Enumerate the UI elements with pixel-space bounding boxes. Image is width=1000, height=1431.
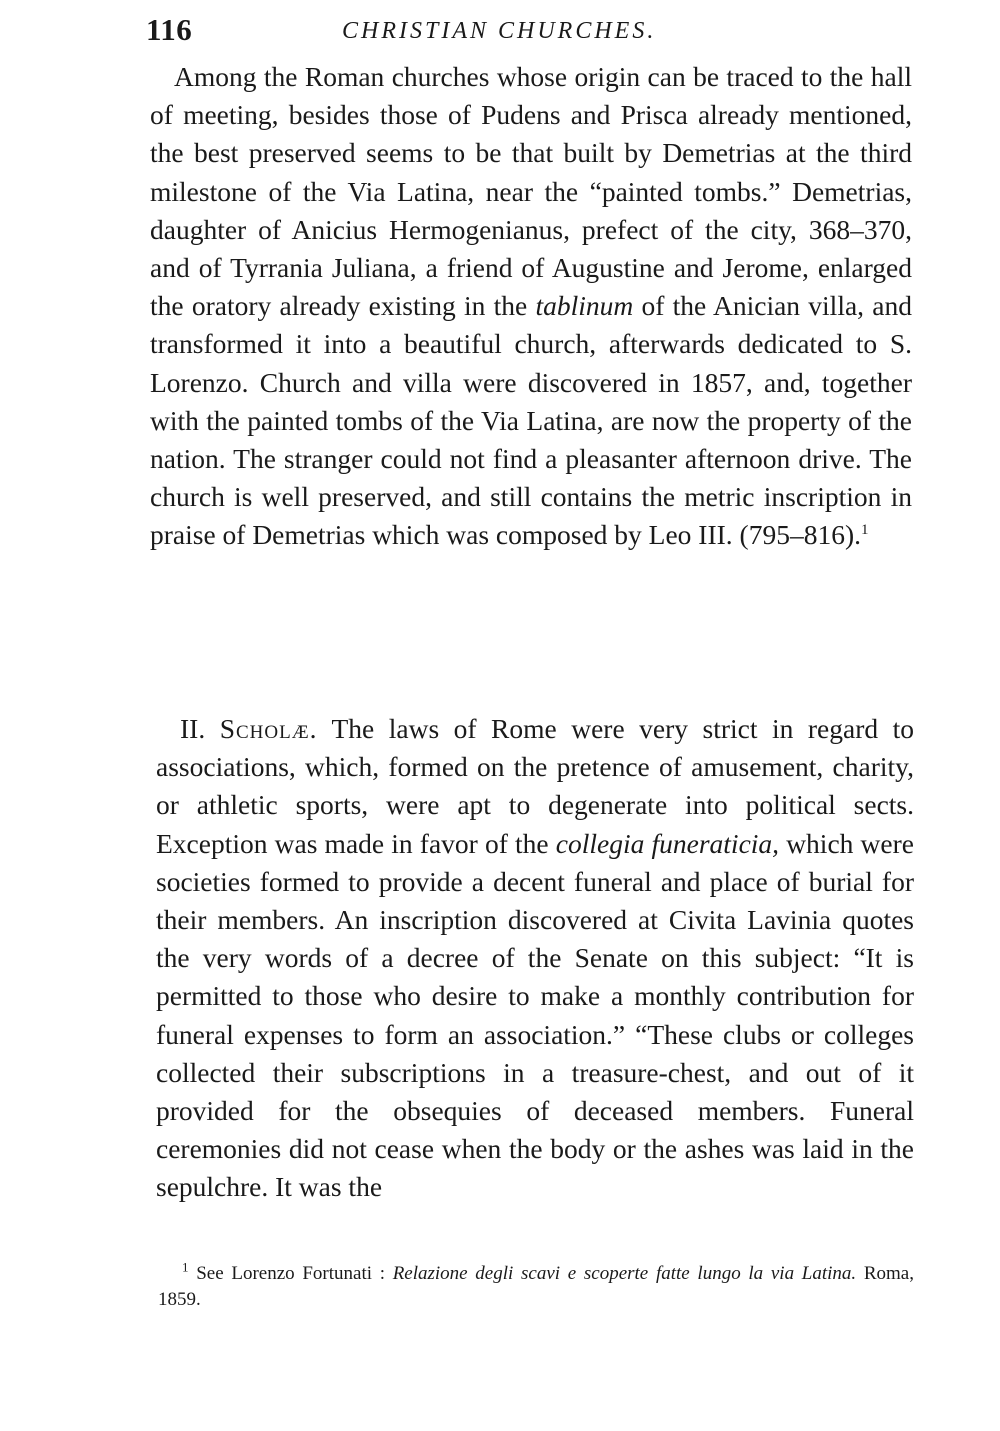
page-number: 116 — [146, 12, 193, 47]
footnote-text-b: Roma, 1859. — [158, 1263, 914, 1310]
paragraph-1-italic-term: tablinum — [535, 290, 634, 322]
section-numeral: II. — [180, 713, 206, 744]
paragraph-2-text-b: which were societies formed to provide a decent funeral and place of burial for their members. An inscription discovered at Civita Lavinia quotes the very words of a decree of the Senate on this subject: “It is permitted to those who desire to make a monthly contribution for funeral expenses to form an association.” “These clubs or colleges collected their subscriptions in a treasure-chest, and out of it provided for the obsequies of deceased members. Funeral ceremonies did not cease when the body or the ashes was laid in the sepulchre. It was the — [156, 827, 914, 1203]
paragraph-roman-churches — [150, 58, 912, 555]
footnote-text-a: See Lorenzo Fortunati : — [188, 1263, 393, 1284]
paragraph-1-text-a: Among the Roman churches whose origin can be traced to the hall of meeting, besides those of Pudens and Prisca already mentioned, the best preserved seems to be that built by Demetrias at the third milestone of the Via Latina, near the “painted tombs.” Demetrias, daughter of Anicius Hermogenianus, prefect of the city, 368–370, and of Tyrrania Juliana, a friend of Augustine and Jerome, enlarged the oratory already existing in the — [150, 61, 912, 322]
paragraph-2-text-a: The laws of Rome were very strict in regard to associations, which, formed on the pretence of amusement, charity, or athletic sports, were apt to degenerate into political sects. Exception was made in favor of the — [156, 713, 914, 859]
footnote-mark: 1 — [182, 1259, 189, 1275]
running-title: CHRISTIAN CHURCHES. — [342, 18, 657, 44]
footnote-italic-title: Relazione degli scavi e scoperte fatte lungo la via Latina. — [392, 1263, 857, 1284]
footnote-reference: 1 — [860, 522, 869, 539]
running-header — [146, 12, 916, 52]
paragraph-scholae — [156, 710, 914, 1207]
paragraph-2-italic-term: collegia funeraticia, — [555, 827, 780, 859]
paragraph-1-text-b: of the Anician villa, and transformed it into a beautiful church, afterwards dedicated to S. Lorenzo. Church and villa were discovered in 1857, and, together with the painted tombs of the Via Latina, are now the property of the nation. The stranger could not find a pleasanter afternoon drive. The church is well preserved, and still contains the metric inscription in praise of Demetrias which was composed by Leo III. (795–816). — [150, 290, 912, 551]
section-heading: Scholæ. — [219, 713, 318, 744]
footnote — [158, 1261, 914, 1313]
